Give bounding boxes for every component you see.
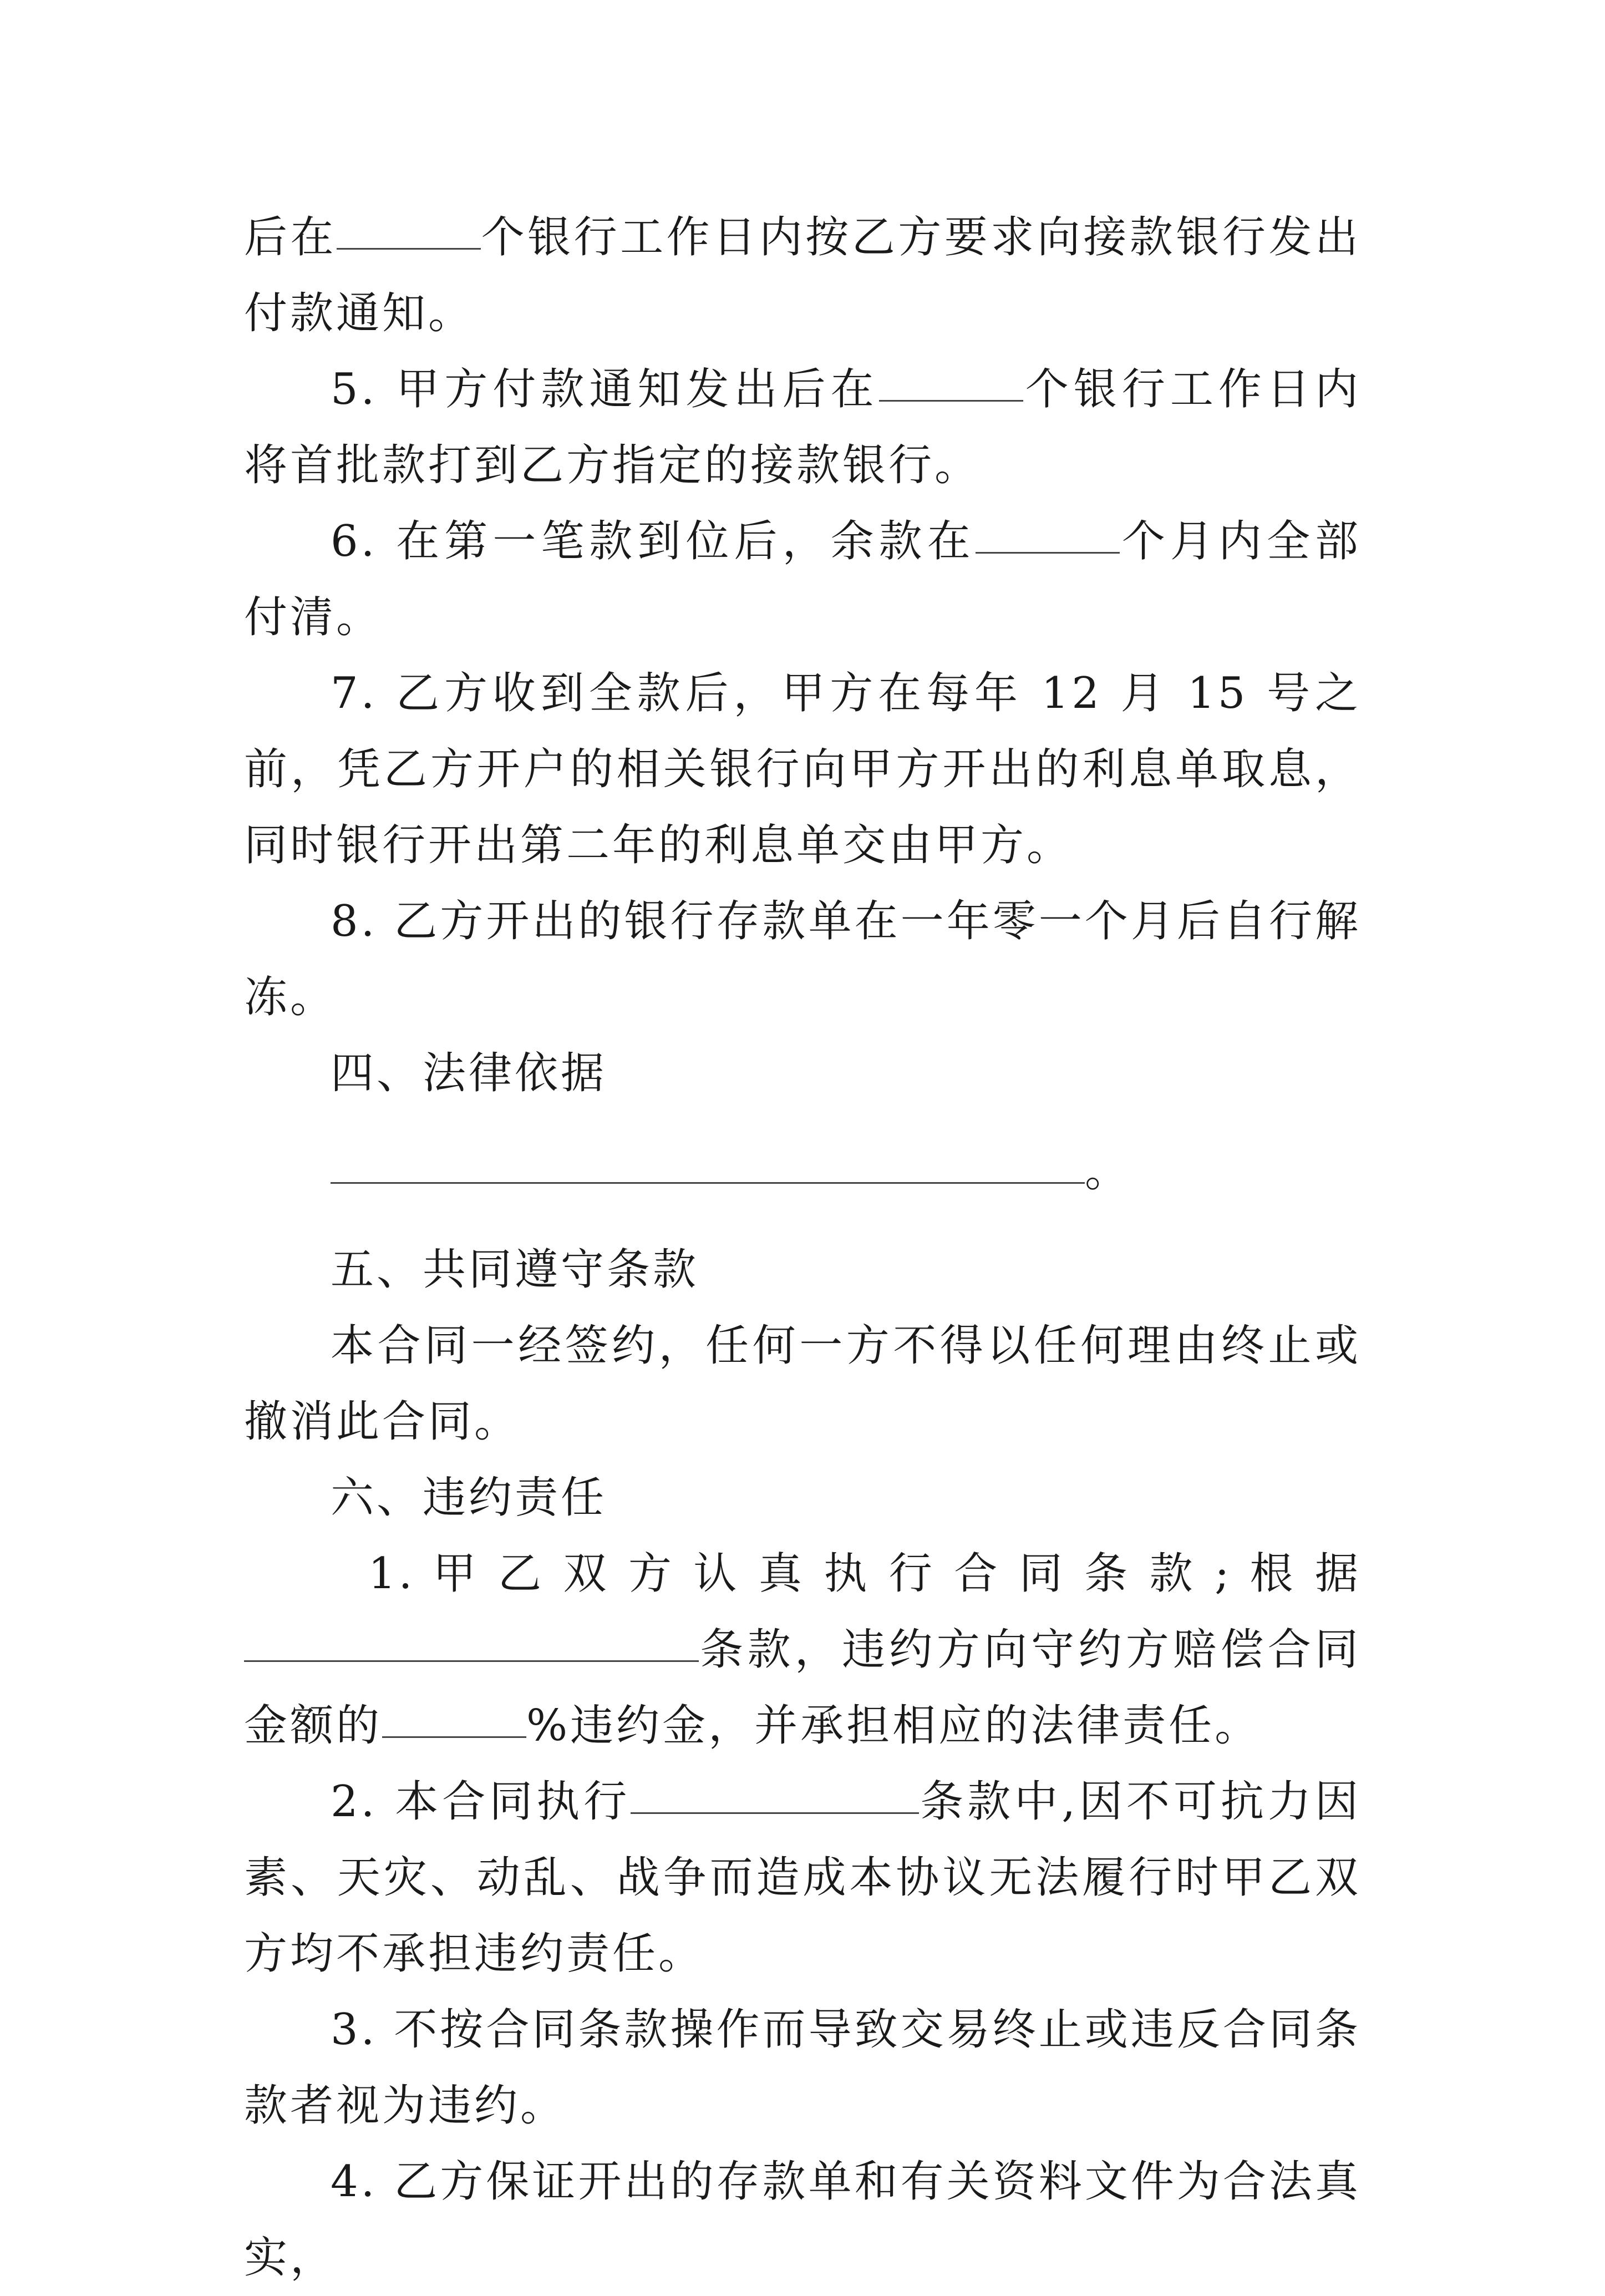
paragraph-liability-2	[244, 1764, 1361, 1992]
paragraph-legal-basis-blank	[244, 1134, 1361, 1210]
fill-blank	[879, 399, 1023, 402]
text-segment: 。	[1085, 1147, 1131, 1197]
paragraph-clause-8: 8. 乙方开出的银行存款单在一年零一个月后自行解冻。	[244, 896, 1361, 1022]
text-segment: 个银行工作日内按乙方要求向接款银行发出付款通知。	[244, 212, 1361, 338]
fill-blank	[382, 1736, 526, 1738]
text-segment: 1. 甲 乙 双 方 认 真 执 行 合 同 条 款 ; 根 据	[368, 1549, 1361, 1599]
paragraph-liability-4: 4. 乙方保证开出的存款单和有关资料文件为合法真实，	[244, 2157, 1361, 2283]
text-segment: 6. 在第一笔款到位后，余款在	[331, 516, 976, 566]
fill-blank	[244, 1660, 699, 1662]
paragraph-payment-notice	[244, 200, 1361, 352]
text-segment: 5. 甲方付款通知发出后在	[331, 364, 879, 414]
paragraph-clause-6	[244, 504, 1361, 656]
text-segment: 条款中,因不可抗力因素、天灾、动乱、战争而造成本协议无法履行时甲乙双方均不承担违约责任。	[244, 1777, 1362, 1979]
text-segment: %违约金，并承担相应的法律责任。	[526, 1701, 1261, 1751]
text-segment: 2. 本合同执行	[331, 1777, 631, 1827]
paragraph-liability-1	[244, 1536, 1361, 1764]
heading-legal-basis: 四、法律依据	[331, 1048, 607, 1098]
document-body	[244, 200, 1361, 2296]
fill-blank	[976, 551, 1120, 554]
paragraph-clause-7: 7. 乙方收到全款后，甲方在每年 12 月 15 号之前，凭乙方开户的相关银行向甲方开出的利息单取息，同时银行开出第二年的利息单交由甲方。	[244, 668, 1361, 870]
text-segment: 个银行工作日内将首批款打到乙方指定的接款银行。	[244, 364, 1361, 490]
paragraph-clause-5	[244, 352, 1361, 504]
paragraph-liability-3: 3. 不按合同条款操作而导致交易终止或违反合同条款者视为违约。	[244, 2005, 1361, 2131]
text-segment: 个月内全部付清。	[244, 516, 1361, 642]
paragraph-common-terms: 本合同一经签约，任何一方不得以任何理由终止或撤消此合同。	[244, 1321, 1361, 1447]
heading-liability: 六、违约责任	[331, 1473, 607, 1523]
fill-blank	[337, 247, 481, 250]
heading-common-terms: 五、共同遵守条款	[331, 1245, 699, 1295]
text-segment: 条款，违约方向守约方赔偿合同金额的	[244, 1625, 1361, 1751]
text-segment: 后在	[244, 212, 337, 262]
fill-blank	[331, 1182, 1085, 1184]
fill-blank	[631, 1812, 919, 1814]
